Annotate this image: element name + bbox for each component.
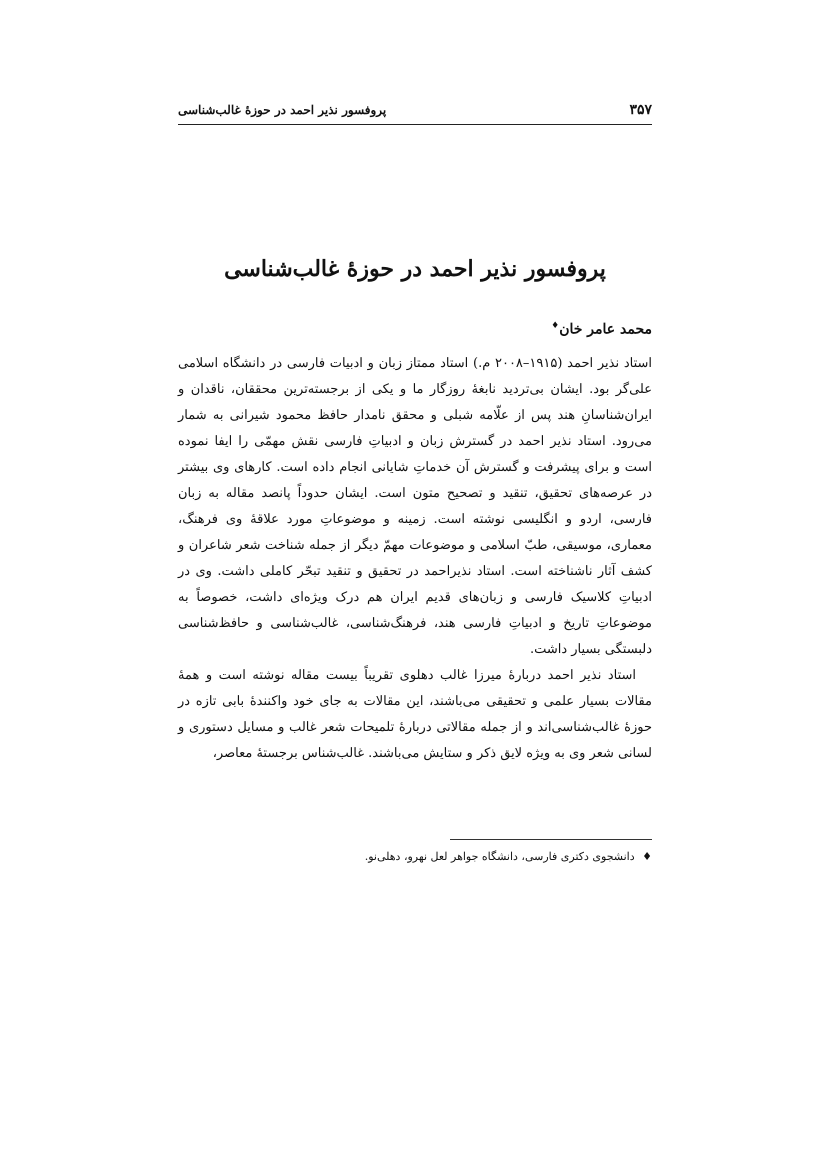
paragraph-1: استاد نذیر احمد (۱۹۱۵–۲۰۰۸ م.) استاد ممتاز زبان و ادبیات فارسی در دانشگاه اسلامی علی‌گر بود. ایشان بی‌تردید نابغهٔ روزگار ما و یکی از برجسته‌ترین محققان، ناقدان و ایران‌شناسانِ هند پس از علّامه شبلی و محقق نامدار حافظ محمود شیرانی به شمار می‌رود. استاد نذیر احمد در گسترش زبان و ادبیاتِ فارسی نقش مهمّی را ایفا نموده است و برای پیشرفت و گسترش آن خدماتِ شایانی انجام داده است. کارهای وی بیشتر در عرصه‌های تحقیق، تنقید و تصحیح متون است. ایشان حدوداً پانصد مقاله به زبان فارسی، اردو و انگلیسی نوشته است. زمینه و موضوعاتِ مورد علاقهٔ وی فرهنگ، معماری، موسیقی، طبّ اسلامی و موضوعات مهمّ دیگر از جمله شناخت شعر شاعران و کشف آثار ناشناخته است. استاد نذیراحمد در تحقیق و تنقید تبحّر کاملی داشت. وی در ادبیاتِ کلاسیک فارسی و زبان‌های قدیم ایران هم درک ویژه‌ای داشت، خصوصاً به موضوعاتِ تاریخ و ادبیاتِ فارسی هند، فرهنگ‌شناسی، غالب‌شناسی و حافظ‌شناسی دلبستگی بسیار داشت. <box>178 356 652 657</box>
footnote <box>365 850 652 863</box>
running-header <box>178 98 652 125</box>
paragraph-2: استاد نذیر احمد دربارهٔ میرزا غالب دهلوی تقریباً بیست مقاله نوشته است و همهٔ مقالات بسیار علمی و تحقیقی می‌باشند، این مقالات به جای خود واکنندهٔ بابی تازه در حوزهٔ غالب‌شناسی‌اند و از جمله مقالاتی دربارهٔ تلمیحات شعر غالب و مسایل دستوری و لسانی شعر وی به ویژه لایق ذکر و ستایش می‌باشند. غالب‌شناس برجستهٔ معاصر، <box>178 668 652 761</box>
footnote-text: دانشجوی دکتری فارسی، دانشگاه جواهر لعل نهرو، دهلی‌نو. <box>364 850 635 863</box>
article-title: پروفسور نذیر احمد در حوزهٔ غالب‌شناسی <box>224 256 606 282</box>
author-line <box>551 321 652 338</box>
page-number: ۳۵۷ <box>629 102 652 118</box>
article-body <box>178 351 652 767</box>
author-footnote-mark: ♦ <box>551 321 560 331</box>
footnote-divider <box>450 839 652 840</box>
running-title: پروفسور نذیر احمد در حوزهٔ غالب‌شناسی <box>178 103 387 117</box>
author-name: محمد عامر خان <box>559 321 652 338</box>
footnote-mark: ♦ <box>642 850 652 863</box>
